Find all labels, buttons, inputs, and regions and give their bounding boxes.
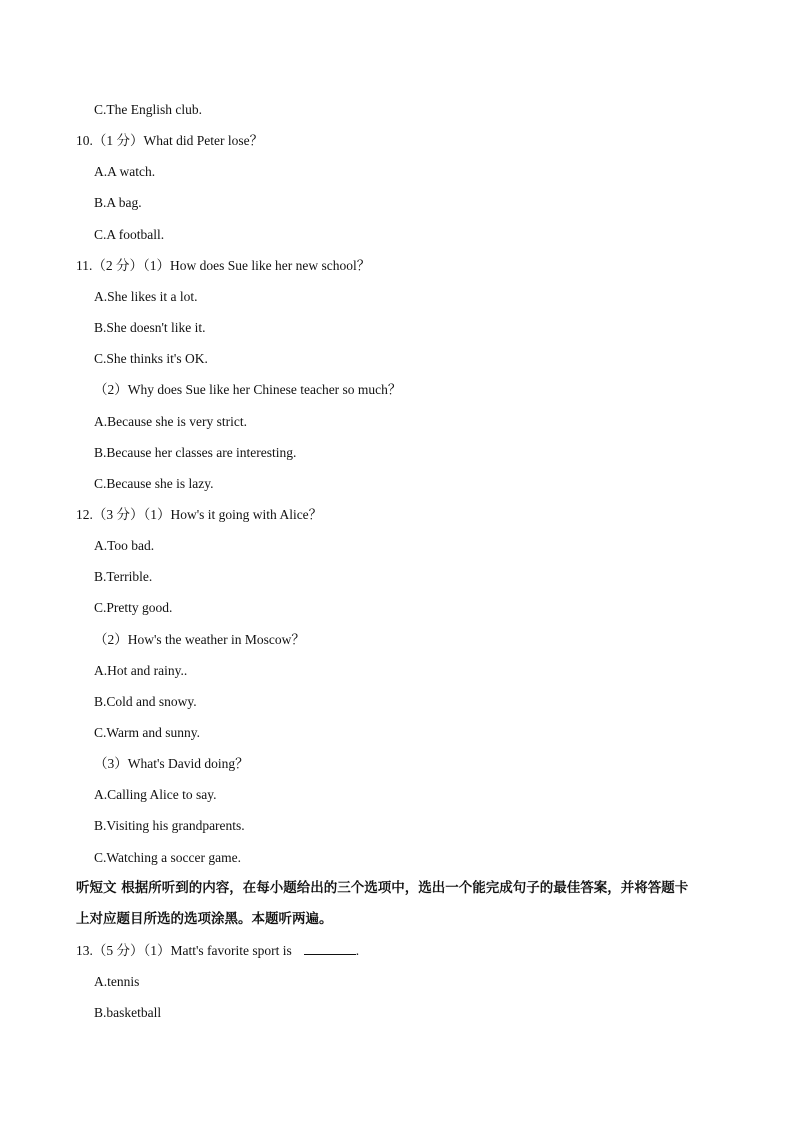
section-instruction-line-2: 上对应题目所选的选项涂黑。本题听两遍。 [76,911,333,927]
question-13-stem [76,942,359,960]
option-13-b: B.basketball [94,1005,162,1020]
answer-option: C.A football. [94,226,165,242]
question-13-period: . [355,943,360,958]
question-13-text: 13.（5 分）（1）Matt's favorite sport is [76,943,292,958]
sub-question: （2）Why does Sue like her Chinese teacher so much？ [94,382,402,398]
answer-option: C.The English club. [94,102,202,117]
answer-option: C.Because she is lazy. [94,475,214,491]
answer-option: C.Warm and sunny. [94,725,201,740]
sub-question: （2）How's the weather in Moscow？ [94,631,305,647]
answer-option: A.Too bad. [94,538,155,554]
option-13-a: A.tennis [94,974,140,989]
question-stem: 11.（2 分）（1）How does Sue like her new school？ [76,257,371,273]
answer-option: B.Cold and snowy. [94,693,197,709]
question-stem: 10.（1 分）What did Peter lose？ [76,133,264,149]
answer-blank [304,942,356,955]
sub-question: （3）What's David doing？ [94,756,249,772]
answer-option: B.Because her classes are interesting. [94,444,297,460]
answer-option: B.She doesn't like it. [94,320,206,335]
answer-option: B.Terrible. [94,569,153,585]
answer-option: A.She likes it a lot. [94,288,198,304]
section-instruction-line-1: 听短文 根据所听到的内容，在每小题给出的三个选项中，选出一个能完成句子的最佳答案，并将答题卡 [76,880,689,896]
answer-option: B.Visiting his grandparents. [94,818,245,834]
answer-option: A.Hot and rainy.. [94,662,188,678]
answer-option: B.A bag. [94,195,142,211]
answer-option: C.Watching a soccer game. [94,849,241,865]
answer-option: C.She thinks it's OK. [94,351,208,367]
answer-option: A.Calling Alice to say. [94,787,217,803]
answer-option: A.A watch. [94,164,156,180]
answer-option: A.Because she is very strict. [94,413,247,429]
answer-option: C.Pretty good. [94,600,173,616]
question-stem: 12.（3 分）（1）How's it going with Alice？ [76,506,323,522]
